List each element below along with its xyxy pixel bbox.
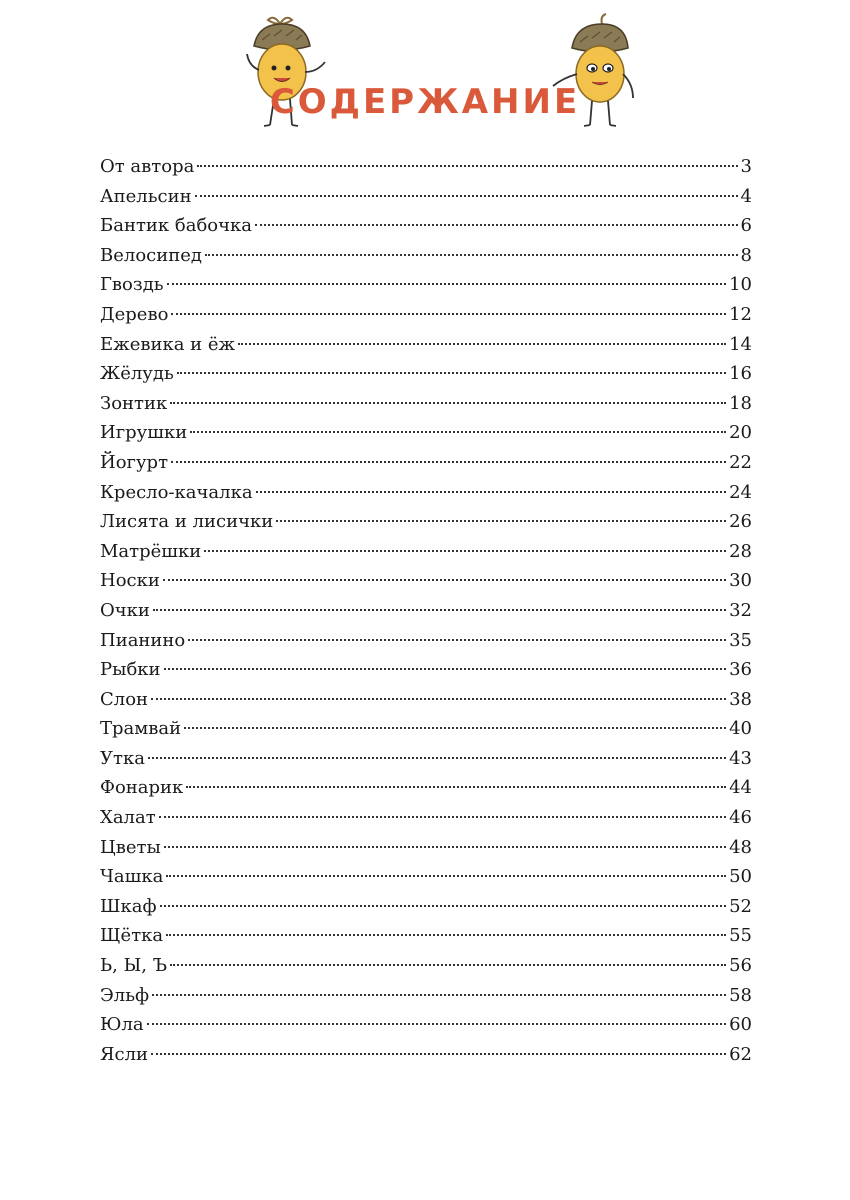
- toc-entry[interactable]: [100, 981, 752, 1011]
- toc-dot-leader: [167, 283, 727, 285]
- toc-dot-leader: [160, 905, 726, 907]
- toc-entry[interactable]: [100, 537, 752, 567]
- acorn-character-right-icon: [540, 10, 650, 135]
- toc-dot-leader: [166, 875, 726, 877]
- toc-entry-title: Слон: [100, 688, 149, 710]
- toc-entry-title: Матрёшки: [100, 540, 202, 562]
- toc-entry[interactable]: [100, 803, 752, 833]
- toc-dot-leader: [205, 254, 738, 256]
- toc-entry-title: Ясли: [100, 1043, 149, 1065]
- toc-entry-page-number: 20: [729, 422, 752, 444]
- toc-entry[interactable]: [100, 211, 752, 241]
- toc-entry-title: Игрушки: [100, 422, 188, 444]
- toc-entry-title: Пианино: [100, 629, 186, 651]
- toc-entry[interactable]: [100, 241, 752, 271]
- toc-entry[interactable]: [100, 655, 752, 685]
- toc-entry-title: Гвоздь: [100, 274, 164, 296]
- toc-dot-leader: [255, 224, 738, 226]
- toc-entry-title: Чашка: [100, 866, 164, 888]
- toc-entry-title: От автора: [100, 156, 195, 177]
- toc-dot-leader: [204, 550, 726, 552]
- toc-dot-leader: [186, 786, 726, 788]
- toc-entry-page-number: 14: [729, 333, 752, 355]
- toc-dot-leader: [151, 698, 726, 700]
- toc-entry[interactable]: [100, 685, 752, 715]
- toc-dot-leader: [166, 934, 726, 936]
- toc-dot-leader: [163, 579, 726, 581]
- toc-entry-title: Фонарик: [100, 777, 184, 799]
- toc-entry-page-number: 8: [740, 244, 752, 266]
- toc-entry-page-number: 10: [729, 274, 752, 296]
- toc-entry-title: Дерево: [100, 303, 169, 325]
- toc-dot-leader: [153, 609, 726, 611]
- toc-entry[interactable]: [100, 862, 752, 892]
- toc-entry[interactable]: [100, 566, 752, 596]
- toc-entry[interactable]: [100, 596, 752, 626]
- toc-entry-title: Ь, Ы, Ъ: [100, 955, 168, 977]
- toc-entry-title: Йогурт: [100, 451, 169, 473]
- toc-entry[interactable]: [100, 478, 752, 508]
- toc-entry[interactable]: [100, 152, 752, 182]
- toc-dot-leader: [171, 313, 726, 315]
- toc-entry-page-number: 36: [729, 659, 752, 681]
- toc-entry-page-number: 43: [729, 747, 752, 769]
- table-of-contents: [100, 152, 752, 1069]
- toc-dot-leader: [190, 431, 726, 433]
- toc-entry-title: Велосипед: [100, 244, 202, 266]
- toc-entry[interactable]: [100, 892, 752, 922]
- toc-entry[interactable]: [100, 507, 752, 537]
- toc-dot-leader: [184, 727, 726, 729]
- toc-dot-leader: [177, 372, 726, 374]
- toc-entry-title: Лисята и лисички: [100, 511, 274, 533]
- toc-dot-leader: [276, 520, 726, 522]
- toc-entry-title: Носки: [100, 570, 160, 592]
- toc-entry-page-number: 46: [729, 807, 752, 829]
- toc-entry-page-number: 55: [729, 925, 752, 947]
- toc-dot-leader: [151, 1053, 726, 1055]
- toc-entry-page-number: 24: [729, 481, 752, 503]
- toc-entry-page-number: 62: [729, 1043, 752, 1065]
- toc-entry-title: Утка: [100, 747, 145, 769]
- toc-entry[interactable]: [100, 714, 752, 744]
- toc-entry[interactable]: [100, 744, 752, 774]
- toc-entry[interactable]: [100, 1010, 752, 1040]
- toc-entry[interactable]: [100, 389, 752, 419]
- toc-entry-page-number: 35: [729, 629, 752, 651]
- toc-entry-title: Рыбки: [100, 659, 161, 681]
- toc-entry[interactable]: [100, 921, 752, 951]
- toc-entry[interactable]: [100, 418, 752, 448]
- toc-entry[interactable]: [100, 330, 752, 360]
- toc-entry[interactable]: [100, 300, 752, 330]
- toc-dot-leader: [197, 165, 737, 167]
- toc-entry-title: Зонтик: [100, 392, 168, 414]
- toc-entry-page-number: 12: [729, 303, 752, 325]
- page-header: [0, 0, 850, 140]
- toc-dot-leader: [159, 816, 726, 818]
- toc-entry[interactable]: [100, 951, 752, 981]
- toc-entry-title: Халат: [100, 807, 156, 829]
- toc-entry-title: Цветы: [100, 836, 161, 858]
- toc-entry-title: Бантик бабочка: [100, 215, 253, 237]
- toc-entry-page-number: 32: [729, 599, 752, 621]
- toc-entry-page-number: 38: [729, 688, 752, 710]
- toc-entry-page-number: 50: [729, 866, 752, 888]
- toc-dot-leader: [195, 195, 738, 197]
- toc-entry-title: Юла: [100, 1014, 144, 1036]
- toc-entry-page-number: 30: [729, 570, 752, 592]
- toc-entry-page-number: 6: [740, 215, 752, 237]
- toc-entry-title: Жёлудь: [100, 363, 174, 385]
- toc-entry[interactable]: [100, 448, 752, 478]
- toc-entry-page-number: 18: [729, 392, 752, 414]
- toc-dot-leader: [147, 1023, 726, 1025]
- toc-dot-leader: [164, 668, 727, 670]
- toc-entry-page-number: 52: [729, 895, 752, 917]
- toc-entry-page-number: 26: [729, 511, 752, 533]
- toc-entry-title: Щётка: [100, 925, 164, 947]
- toc-entry-page-number: 22: [729, 451, 752, 473]
- toc-dot-leader: [152, 994, 726, 996]
- toc-dot-leader: [188, 639, 726, 641]
- toc-entry-page-number: 40: [729, 718, 752, 740]
- toc-entry[interactable]: [100, 833, 752, 863]
- toc-entry-page-number: 60: [729, 1014, 752, 1036]
- page-title: СОДЕРЖАНИЕ: [269, 82, 581, 122]
- toc-entry-page-number: 58: [729, 984, 752, 1006]
- toc-entry-page-number: 44: [729, 777, 752, 799]
- toc-entry-title: Очки: [100, 599, 150, 621]
- toc-dot-leader: [170, 964, 726, 966]
- toc-entry-title: Кресло-качалка: [100, 481, 253, 503]
- toc-dot-leader: [256, 491, 727, 493]
- toc-entry[interactable]: [100, 182, 752, 212]
- toc-entry-page-number: 16: [729, 363, 752, 385]
- toc-entry-page-number: 28: [729, 540, 752, 562]
- toc-entry-title: Шкаф: [100, 895, 157, 917]
- toc-entry[interactable]: [100, 359, 752, 389]
- toc-dot-leader: [148, 757, 726, 759]
- toc-entry[interactable]: [100, 270, 752, 300]
- toc-dot-leader: [238, 343, 726, 345]
- toc-entry-title: Ежевика и ёж: [100, 333, 236, 355]
- toc-entry-title: Эльф: [100, 984, 150, 1006]
- toc-entry-page-number: 48: [729, 836, 752, 858]
- toc-dot-leader: [164, 846, 726, 848]
- toc-entry-page-number: 56: [729, 955, 752, 977]
- toc-entry-page-number: 3: [740, 156, 752, 177]
- toc-entry-page-number: 4: [740, 185, 752, 207]
- toc-entry-title: Апельсин: [100, 185, 192, 207]
- toc-entry-title: Трамвай: [100, 718, 182, 740]
- toc-dot-leader: [171, 461, 726, 463]
- toc-entry[interactable]: [100, 773, 752, 803]
- toc-entry[interactable]: [100, 626, 752, 656]
- toc-entry[interactable]: [100, 1040, 752, 1070]
- toc-dot-leader: [170, 402, 726, 404]
